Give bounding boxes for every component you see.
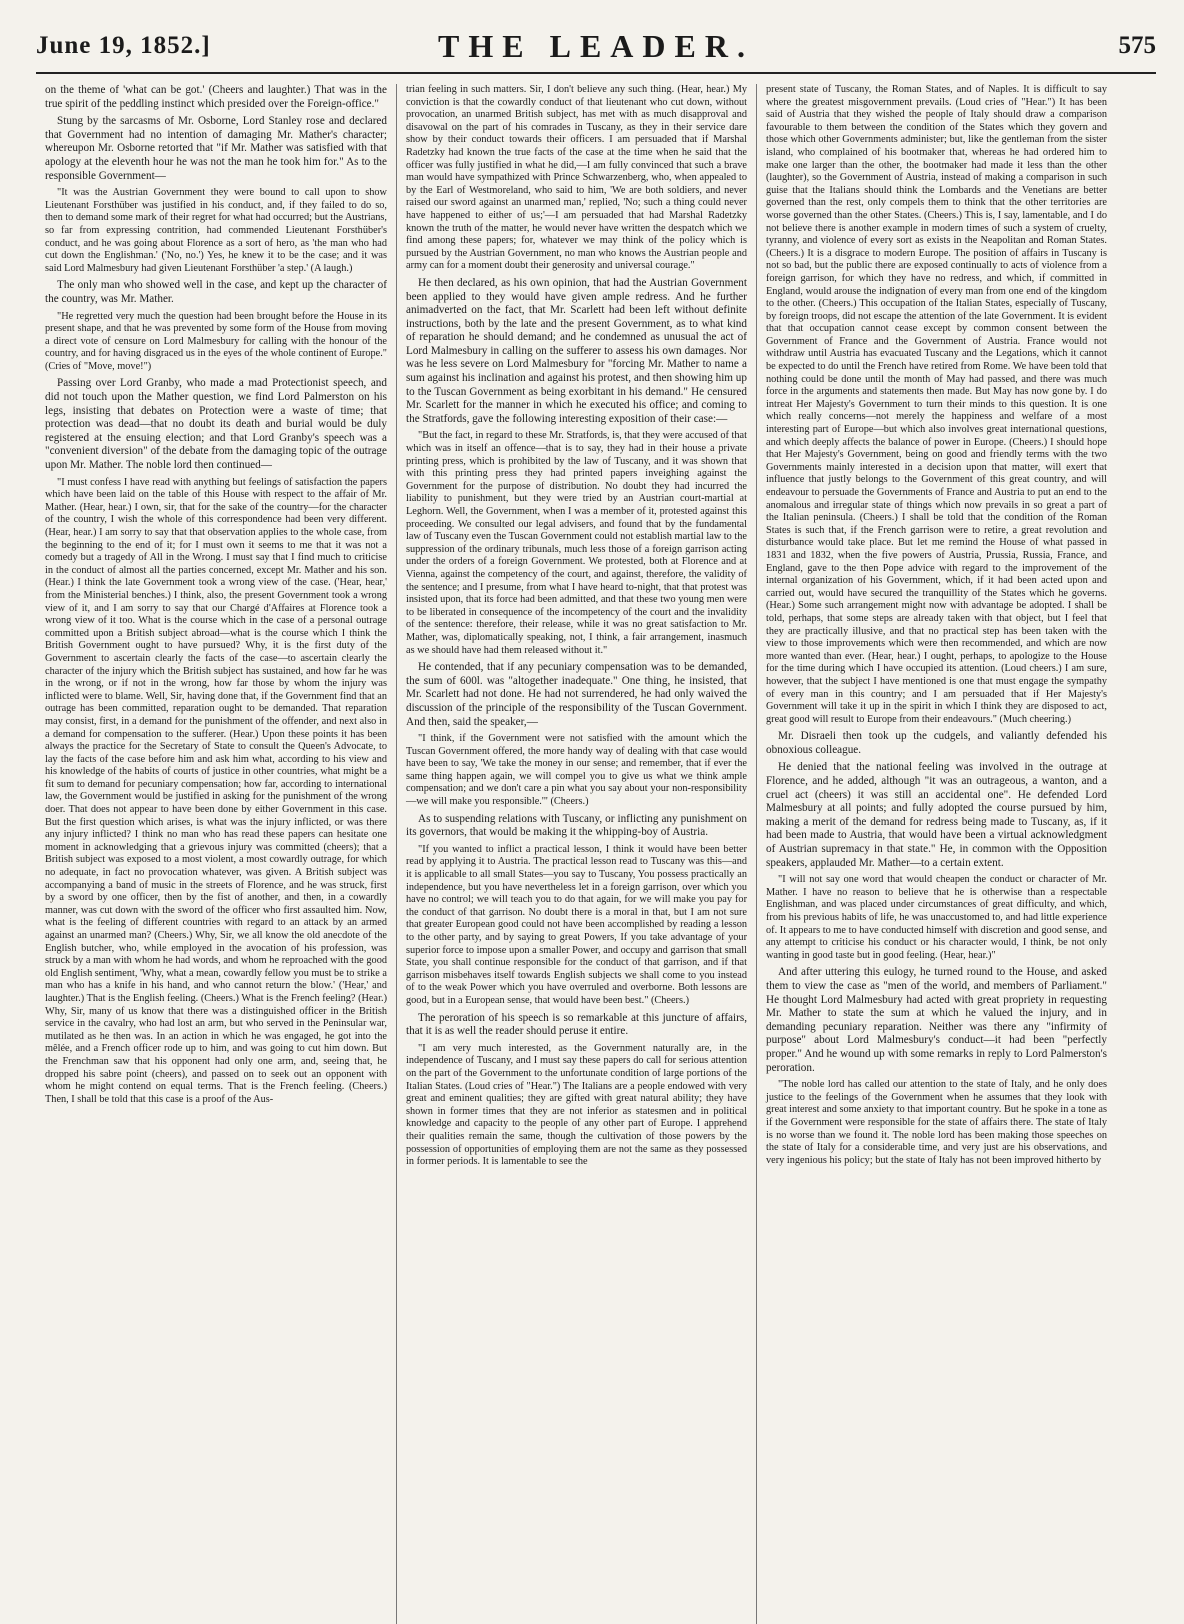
paragraph: "It was the Austrian Government they were bound to call upon to show Lieutenant Forsthüber was justified in his conduct, and, if they failed to do so, then to demand some mark of their regret for what had occurred; but the Austrians, so far from expressing contrition, had commended Lieutenant Forsthüber's conduct, and he was going about Florence as a sort of hero, as 'the man who had cut down the Englishman.' ('No, no.') Yes, he knew it to be the case; and it was said Lord Malmesbury had given Lieutenant Forsthüber 'a step.' (A laugh.) xyxy=(45,187,387,274)
text-columns xyxy=(36,84,1156,1624)
paragraph: The only man who showed well in the case, and kept up the character of the country, was Mr. Mather. xyxy=(45,279,387,305)
paragraph: He then declared, as his own opinion, that had the Austrian Government been applied to they would have given ample redress. And he further animadverted on the fact, that Mr. Scarlett had been left without definite instructions, both by the late and the present Government, as to what kind of reparation he should demand; and he condemned as unusual the act of Lord Malmesbury in calling on the sufferer to assess his own damages. Nor was he less severe on Lord Malmesbury for "forcing Mr. Mather to name a sum against his inclination and against his protest, and then showing him up to the Tuscan Government as being exorbitant in his demand." He censured Mr. Scarlett for the manner in which he executed his office; and coming to the Stratfords, gave the following interesting exposition of their case:— xyxy=(406,276,747,425)
newspaper-title: THE LEADER. xyxy=(438,28,754,64)
paragraph: "He regretted very much the question had been brought before the House in its present shape, and that he was prevented by some form of the House from moving a direct vote of censure on Lord Malmesbury for calling with the honour of the country, and for having disgraced us in the eyes of the whole continent of Europe." (Cries of "Move, move!") xyxy=(45,310,387,372)
column-2 xyxy=(396,84,756,1624)
page-number: 575 xyxy=(1118,32,1156,59)
paragraph: As to suspending relations with Tuscany, or inflicting any punishment on its governors, that would be making it the whipping-boy of Austria. xyxy=(406,812,747,839)
paragraph: Passing over Lord Granby, who made a mad Protectionist speech, and did not touch upon the Mather question, we find Lord Palmerston on his legs, insisting that debates on Protection were a waste of time; that protection was dead—that no doubt its death and burial would be duly registered at the ensuing election; and that Lord Granby's speech was a "convenient diversion" of the debate from the damaging topic of the outrage upon Mr. Mather. The noble lord then continued— xyxy=(45,377,387,472)
column-1 xyxy=(36,84,396,1624)
paragraph: "I will not say one word that would cheapen the conduct or character of Mr. Mather. I have no reason to believe that he is otherwise than a respectable Englishman, and was placed under circumstances of great difficulty, and which, from his previous habits of life, he was unaccustomed to, and had little experience of. It appears to me to have conducted himself with discretion and good sense, and any attempt to criticise his conduct or his character would, I think, be not only wanting in good taste but in good feeling. (Hear, hear.)" xyxy=(766,874,1107,961)
paragraph: The peroration of his speech is so remarkable at this juncture of affairs, that it is as well the reader should peruse it entire. xyxy=(406,1011,747,1038)
column-3 xyxy=(756,84,1116,1624)
paragraph: And after uttering this eulogy, he turned round to the House, and asked them to view the case as "men of the world, and members of Parliament." He thought Lord Malmesbury had acted with great propriety in requesting Mr. Mather to state the sum at which he valued the injury, and in demanding pecuniary reparation. Neither was there any "infirmity of purpose" about Lord Malmesbury's conduct—it had been "perfectly proper." And he wound up with some remarks in reply to Lord Palmerston's peroration. xyxy=(766,966,1107,1074)
paragraph: He denied that the national feeling was involved in the outrage at Florence, and he added, although "it was an outrageous, a wanton, and a cruel act (cheers) it was still an accidental one". He defended Lord Malmesbury at all points; and fully adopted the course pursued by him, making a merit of the demand for redress being made to Tuscany, as, if it had been made to Austria, that would have been a virtual acknowledgment of Austrian supremacy in that state." He, in common with the Opposition speakers, applauded Mr. Mather—to a certain extent. xyxy=(766,761,1107,869)
paragraph: on the theme of 'what can be got.' (Cheers and laughter.) That was in the true spirit of the peddling instinct which presided over the Foreign-office." xyxy=(45,84,387,110)
paragraph: "I am very much interested, as the Government naturally are, in the independence of Tuscany, and I must say these papers do call for serious attention on the part of the Government to the unfortunate condition of large portions of the Italian States. (Loud cries of "Hear.") The Italians are a people endowed with very great and eminent qualities; they are gifted with great natural ability; they have shown in former times that they are not inferior as statesmen and in political knowledge and capacity to the people of any other part of Europe. I apprehend their qualities remain the same, though the cultivation of those powers by the possession of opportunities of employing them are not the same as they possessed in former periods. It is lamentable to see the xyxy=(406,1042,747,1168)
paragraph: "The noble lord has called our attention to the state of Italy, and he only does justice to the feelings of the Government when he assumes that they look with great interest and some anxiety to that important country. But he spoke in a tone as if the Government were responsible for the state of affairs there. The state of Italy is no worse than we found it. The noble lord has been making those speeches on the state of Italy for a considerable time, and very just are his observations, and very ingenious his policy; but the state of Italy has not been improved hitherto by xyxy=(766,1079,1107,1166)
paragraph: "But the fact, in regard to these Mr. Stratfords, is, that they were accused of that which was in itself an offence—that is to say, they had in their house a private printing press, which is prohibited by the law of Tuscany, and it was shown that with this printing press they had printed papers inveighing against the Government for the purpose of distribution. No doubt they had incurred the liability to punishment, but they were tried by an Austrian court-martial at Leghorn. Well, the Government, when I was a member of it, protested against this proceeding. We consulted our legal advisers, and found that by the fundamental law of Tuscany even the Tuscan Government could not establish martial law to the suppression of the ordinary tribunals, much less those of a foreign garrison acting under the orders of a foreign Government. We protested, both at Florence and at Vienna, against the competency of the court, and against, therefore, the validity of the sentence; and I presume, from what I have heard to-night, that that protest was insisted upon, that its force had been admitted, and that these two young men were to be liberated in consequence of the incompetency of the court and the invalidity of the sentence: therefore, their release, while it was no great satisfaction to Mr. Mather, was, diplomatically speaking, not, I think, a fair arrangement, inasmuch as we should have had them released without it." xyxy=(406,430,747,656)
issue-date: June 19, 1852.] xyxy=(36,32,211,59)
paragraph: "I think, if the Government were not satisfied with the amount which the Tuscan Government offered, the more handy way of dealing with that case would have been to say, 'We take the money in our sense; and remember, that if ever the same thing happen again, we will compel you to give us what we think ample compensation; and we don't care a pin what you say about your non-responsibility—we will make you responsible.'" (Cheers.) xyxy=(406,733,747,808)
masthead xyxy=(36,24,1156,74)
paragraph: "I must confess I have read with anything but feelings of satisfaction the papers which have been laid on the table of this House with respect to the affair of Mr. Mather. (Hear, hear.) I own, sir, that for the sake of the country—for the character of the country, I wish the whole of this correspondence had been very different. (Hear, hear.) I am sorry to say that that observation applies to the whole case, from the beginning to the end of it; for I must own it seems to me that it was not a comedy but a tragedy of All in the Wrong. I must say that I find much to criticise in the conduct of almost all the parties concerned, except Mr. Mather and his son. (Hear.) I think the late Government took a wrong view of the case. ('Hear, hear,' from the Ministerial benches.) I think, also, the present Government took a wrong view of it, and I am sorry to say that our Chargé d'Affaires at Florence took a wrong view of it too. What is the course which in the case of a personal outrage committed upon a British subject abroad—what is the course which I think the British Government ought to have pursued? Why, it is the first duty of the Government to ascertain clearly the facts of the case—to ascertain clearly the character of the injury which the British subject has sustained, and how far he was in the wrong, or if not in the wrong, how far those by whom the injury was inflicted were to blame. Well, Sir, having done that, if the Government find that an outrage has been committed, reparation ought to be demanded. That reparation may consist, first, in a demand for the punishment of the offender, and next also in a demand for compensation to the sufferer. (Hear.) Upon these points it has been always the practice for the Secretary of State to consult the Queen's Advocate, to lay the facts of the case before him and ask him what, according to his view and his knowledge of the habits of courts of justice in other countries, what might be a fit sum to demand for pecuniary compensation; how far, according to international law, the Government would be justified in asking for the punishment of the wrong doer. That does not appear to have been done by either Government in this case. But the first question which arises, is what was the injury inflicted, or was there any injury inflicted? I think no man who has read these papers can hesitate one moment in acknowledging that a grievous injury was committed (cheers); that a British subject was exposed to a most violent, a most cowardly outrage, for which no adequate, in fact no provocation whatever, was given. A British subject was accompanying a band of music in the streets of Florence, and he was struck, first by a sword by one officer, then by the fist of another, and then, in a cowardly manner, was cut down with the sword of the officer who first assaulted him. Now, what is the feeling of different countries with regard to an attack by an armed against an unarmed man? (Cheers.) Why, Sir, we all know the old anecdote of the English butcher, who, while employed in the avocation of his profession, was struck by a man with whom he had words, and whom he reproached with the good old English sentiment, 'Why, what a mean, cowardly fellow you must be to strike a man who has a knife in his hand, and who cannot return the blow.' ('Hear,' and laughter.) That is the English feeling. (Cheers.) What is the French feeling? (Hear.) Why, Sir, many of us know that there was a distinguished officer in the British service in the cavalry, who had lost an arm, but who served in the Peninsular war, mutilated as he then was. In an action in which he was engaged, he got into the mêlée, and a French officer rode up to him, and was going to cut him down. But the Frenchman saw that his opponent had only one arm, and, seeing that, he dropped his sabre point (cheers), and passed on to seek out an opponent with whom he might contend on equal terms. That is the French feeling. (Cheers.) Then, I shall be told that this case is a proof of the Aus- xyxy=(45,476,387,1105)
paragraph: Mr. Disraeli then took up the cudgels, and valiantly defended his obnoxious colleague. xyxy=(766,730,1107,756)
paragraph: "If you wanted to inflict a practical lesson, I think it would have been better read by applying it to Austria. The practical lesson read to Tuscany was this—and it is applicable to all small States—you say to Tuscany, You possess practically an independence, but you have nevertheless let in a foreign garrison, over which you have no control; we will teach you to do that again, for we will make you pay for the conduct of that garrison. No doubt there is a moral in that, but I am not sure that greater European good could not have been accomplished by reading a lesson to the other party, and by saying to great Powers, If you take advantage of your superior force to impose upon a smaller Power, and occupy and garrison that small State, you shall continue responsible for the conduct of that garrison, and if that garrison misbehaves itself towards English subjects we shall come to you instead of to the weak Power which you have overruled and overborne. Both lessons are good, but in a European sense, that would have been best." (Cheers.) xyxy=(406,843,748,1006)
paragraph: Stung by the sarcasms of Mr. Osborne, Lord Stanley rose and declared that Government had no intention of damaging Mr. Mather's character; whereupon Mr. Osborne retorted that "if Mr. Mather was satisfied with that apology at the eleventh hour he was not the man he took him for." As to the responsible Government— xyxy=(45,115,387,182)
paragraph: He contended, that if any pecuniary compensation was to be demanded, the sum of 600l. was "altogether inadequate." One thing, he insisted, that Mr. Scarlett had not done. He had not surrendered, he had only waived the discussion of the principle of the responsibility of the Tuscan Government. And then, said the speaker,— xyxy=(406,661,747,728)
paragraph: present state of Tuscany, the Roman States, and of Naples. It is difficult to say where the greatest misgovernment prevails. (Loud cries of "Hear.") It has been said of Austria that they wished the people of Italy should draw a comparison favourable to them between the condition of the States which they govern and those which other Governments administer; but, like the gentleman from the sister island, who complained of his bootmaker that, whereas he had ordered him to make one larger than the other, the bootmaker had made it less than the other (laughter), so the Government of Austria, instead of making a comparison in such guise that the Italians should think the Lombards and the Venetians are better governed than the rest, only compels them to think that the other territories are worse governed than the other States. (Cheers.) This is, I say, lamentable, and I do not believe there is another example in modern times of such a system of cruelty, tyranny, and violence of every sort as exists in the Neapolitan and Roman States. (Cheers.) It is a disgrace to modern Europe. The position of affairs in Tuscany is not so bad, but the public there are exposed continually to acts of violence from a foreign garrison, for which they have no redress, and which, if committed in England, would arouse the indignation of every man from one end of the kingdom to the other. (Cheers.) This occupation of the Italian States, especially of Tuscany, by foreign troops, did not escape the attention of the late Government. It is evident that that occupation cannot cease except by common consent between the Government of France and the Government of Austria. France would not withdraw until Austria has evacuated Tuscany and the Legations, which it cannot be expected to do until the French have retired from Rome. We have been told that nothing could be done until the month of May had passed, and there was much force in the arguments and statements then made. But May has now gone by. I do intreat Her Majesty's Government to turn their minds to this question. It is one which really concerns—not merely the happiness and welfare of a most interesting part of Europe—but which also involves great international questions, and which deeply affects the balance of power in Europe. (Cheers.) I should hope that Her Majesty's Government, being on good and friendly terms with the two Governments mainly interested in a decision upon that matter, will exert that influence that justly belongs to the Government of this great country, and will endeavour to persuade the Governments of France and Austria to put an end to the anomalous and irregular state of things which now prevails in so great a part of the Italian peninsula. (Cheers.) I shall be told that the condition of the Roman States is such that, if the French garrison were to retire, a great revolution and disturbance would take place. But let me remind the House of what passed in 1831 and 1832, when the five powers of Austria, Prussia, Russia, France, and England, gave to the then Pope advice with regard to the improvement of the internal organization of his Government, which, if it had been acted upon and carried out, would have secured the tranquillity of the States which he governs. (Hear.) Some such arrangement might now with advantage be adopted. I shall be told, perhaps, that some steps are already taken with that object, but I feel that they are practically illusive, and that no practical step has been taken with the view to those improvements which were then recommended, and which are now more wanted than ever. (Hear, hear.) I ought, perhaps, to apologize to the House for the time during which I have occupied its attention. (Loud cheers.) I am sure, however, that the subject I have mentioned is one that must engage the sympathy of every man in this country; and I am persuaded that if Her Majesty's Government will take it up in the spirit in which I think they are disposed to act, great good will result to Europe from their endeavours." (Much cheering.) xyxy=(766,84,1107,725)
paragraph: trian feeling in such matters. Sir, I don't believe any such thing. (Hear, hear.) My conviction is that the cowardly conduct of that lieutenant who cut down, without provocation, an unarmed British subject, has met with as much disapproval and disavowal on the part of his comrades in Tuscany, as they in their service dare show by their conduct towards their officers. I am persuaded that if Marshal Radetzky had known the true facts of the case at the time when he said that the officer was fully justified in what he did,—I am fully convinced that such a brave man would have sympathized with Prince Schwarzenberg, who, when appealed to by the Earl of Westmoreland, who said to him, 'We are both soldiers, and never raised our sword against an unarmed man,' replied, 'No; such a thing could never have happened to either of us;'—I am persuaded that had Marshal Radetzky known the truth of the matter, he would never have written the despatch which we find among these papers; for, whatever we may think of the policy which is pursued by the Austrian Government, no man who knows the Austrian people and army can for a moment doubt their generosity and universal courage." xyxy=(406,84,747,272)
